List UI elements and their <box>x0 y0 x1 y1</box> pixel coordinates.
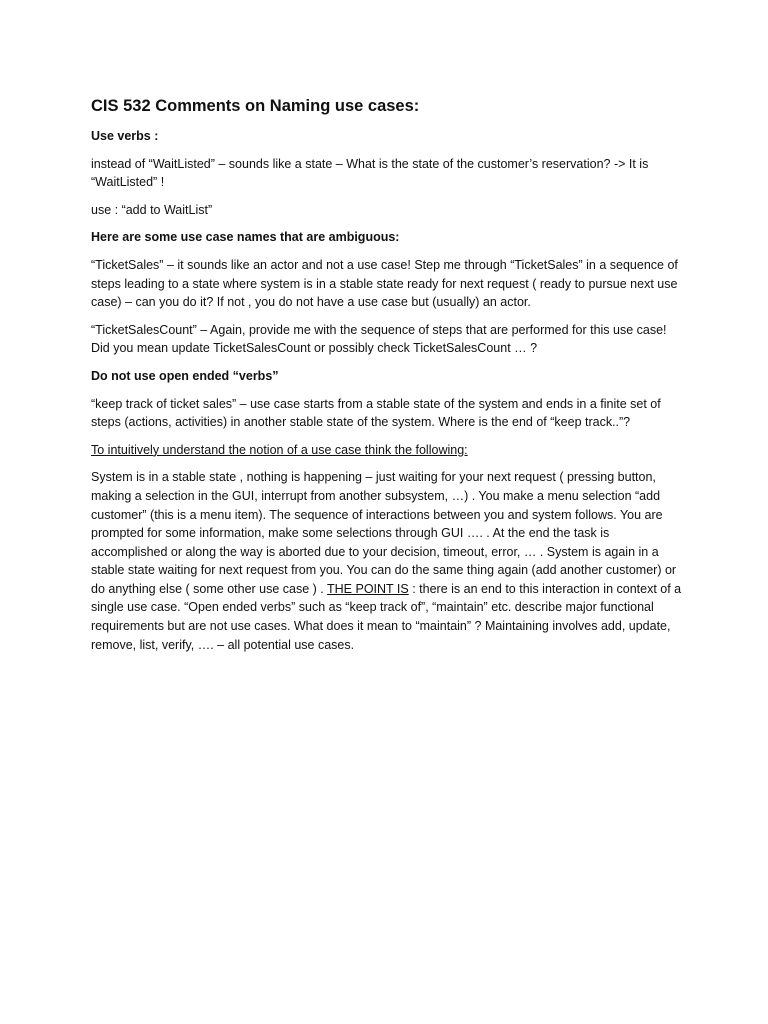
paragraph-system-text-2: : there is an end to this interaction in context of a single use case. “Open ended verbs” such as “keep track of”, “maintain” etc. describe major functional requirements but are not use cases. What does it mean to “maintain” ? Maintaining involves add, update, remove, list, verify, …. – all potential use cases. <box>91 581 682 652</box>
document-page <box>91 96 683 663</box>
paragraph-keep-track: “keep track of ticket sales” – use case starts from a stable state of the system and ends in a finite set of steps (actions, activities) in another stable state of the system. Where is the end of “keep track..”? <box>91 396 661 430</box>
heading-ambiguous-names: Here are some use case names that are ambiguous: <box>91 230 400 245</box>
document-title: CIS 532 Comments on Naming use cases: <box>91 97 420 115</box>
point-is-emphasis: THE POINT IS <box>327 581 409 596</box>
paragraph-system-stable-state <box>91 468 683 654</box>
paragraph-system-text-1: System is in a stable state , nothing is happening – just waiting for your next request ( pressing button, making a selection in the GUI, interrupt from another subsystem, …) . You make a menu selection “add customer” (this is a menu item). The sequence of interactions between you and system follows. You are prompted for some information, make some selections through GUI …. . At the end the task is accomplished or along the way is aborted due to your decision, timeout, error, … . System is again in a stable state waiting for next request from you. You can do the same thing again (add another customer) or do anything else ( some other use case ) . <box>91 470 677 596</box>
paragraph-waitlisted: instead of “WaitListed” – sounds like a state – What is the state of the customer’s reservation? -> It is “WaitListed” ! <box>91 156 649 190</box>
heading-use-verbs: Use verbs : <box>91 129 159 143</box>
paragraph-ticketsales: “TicketSales” – it sounds like an actor and not a use case! Step me through “TicketSales” in a sequence of steps leading to a state where system is in a stable state ready for next request ( ready to pursue next use case) – can you do it? If not , you do not have a use case but (usually) an actor. <box>91 257 678 310</box>
heading-intuitively-understand: To intuitively understand the notion of a use case think the following: <box>91 442 468 457</box>
heading-open-ended-verbs: Do not use open ended “verbs” <box>91 368 279 383</box>
paragraph-use-add: use : “add to WaitList” <box>91 202 213 217</box>
paragraph-ticketsalescount: “TicketSalesCount” – Again, provide me with the sequence of steps that are performed for this use case! Did you mean update TicketSalesCount or possibly check TicketSalesCount … ? <box>91 322 667 356</box>
